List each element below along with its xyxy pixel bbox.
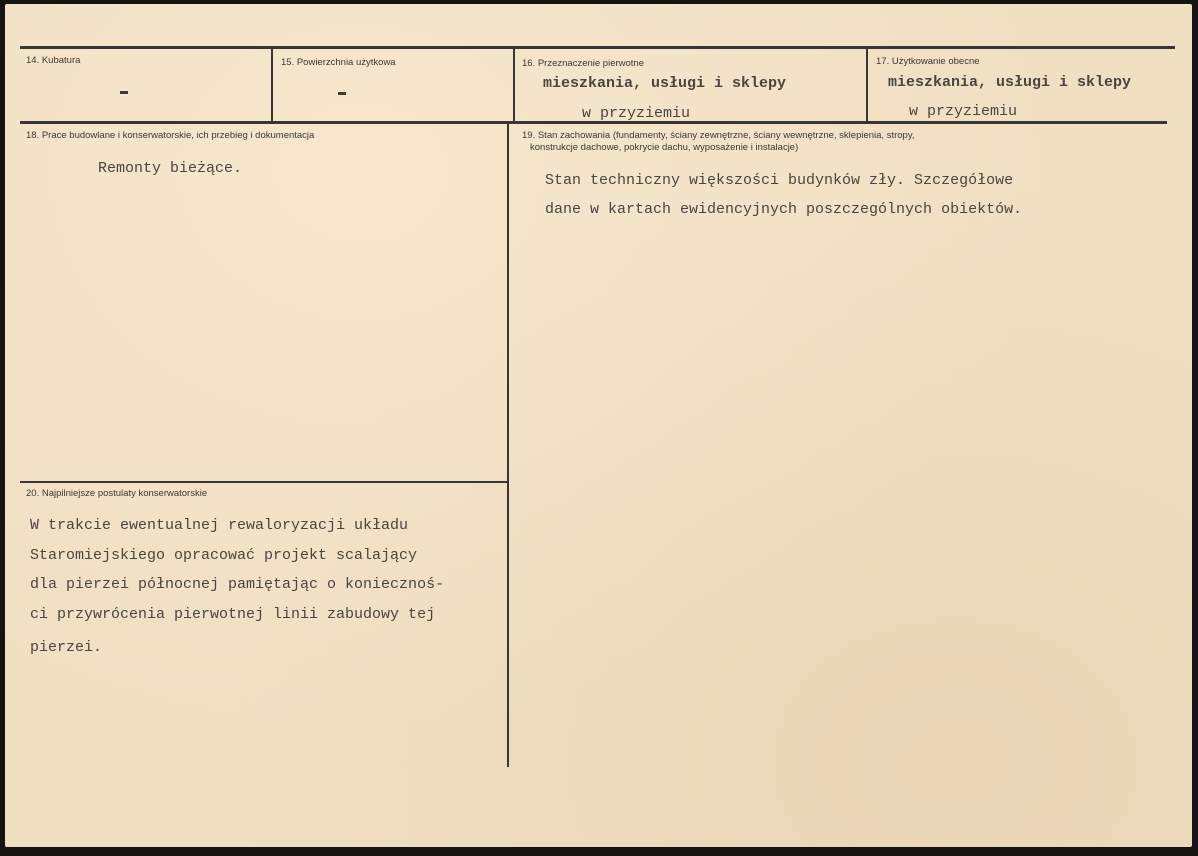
field-19-text-line2: dane w kartach ewidencyjnych poszczególnych obiektów. bbox=[545, 201, 1023, 218]
divider-15-16 bbox=[513, 48, 515, 122]
field-20-text-line1: W trakcie ewentualnej rewaloryzacji układu bbox=[30, 517, 409, 534]
field-15-label: 15. Powierzchnia użytkowa bbox=[281, 57, 396, 68]
field-17-value-line2: w przyziemiu bbox=[909, 103, 1018, 120]
field-15-value bbox=[338, 92, 346, 95]
field-16-value-line1: mieszkania, usługi i sklepy bbox=[543, 75, 787, 92]
field-19-label-line1: 19. Stan zachowania (fundamenty, ściany zewnętrzne, ściany wewnętrzne, sklepienia, stropy, bbox=[522, 130, 915, 141]
field-17-label: 17. Użytkowanie obecne bbox=[876, 56, 980, 67]
field-19-label-line2: konstrukcje dachowe, pokrycie dachu, wyposażenie i instalacje) bbox=[530, 142, 799, 153]
field-20-text-line5: pierzei. bbox=[30, 639, 103, 656]
field-17-value-line1: mieszkania, usługi i sklepy bbox=[888, 74, 1132, 91]
field-20-text-line2: Staromiejskiego opracować projekt scalający bbox=[30, 547, 418, 564]
field-14-label: 14. Kubatura bbox=[26, 55, 81, 66]
divider-14-15 bbox=[271, 48, 273, 122]
field-20-text-line4: ci przywrócenia pierwotnej linii zabudowy tej bbox=[30, 606, 436, 623]
divider-main bbox=[507, 124, 509, 767]
divider-16-17 bbox=[866, 48, 868, 122]
section-20-rule bbox=[20, 481, 507, 483]
field-14-value bbox=[120, 91, 128, 94]
field-16-value-line2: w przyziemiu bbox=[582, 105, 691, 122]
field-18-text: Remonty bieżące. bbox=[98, 160, 243, 177]
field-19-text-line1: Stan techniczny większości budynków zły. Szczegółowe bbox=[545, 172, 1014, 189]
field-20-text-line3: dla pierzei północnej pamiętając o koniecznoś- bbox=[30, 576, 445, 593]
field-16-label: 16. Przeznaczenie pierwotne bbox=[522, 58, 644, 69]
field-20-label: 20. Najpilniejsze postulaty konserwatorskie bbox=[26, 488, 208, 499]
field-18-label: 18. Prace budowlane i konserwatorskie, ich przebieg i dokumentacja bbox=[26, 130, 315, 141]
top-rule bbox=[20, 46, 1175, 49]
